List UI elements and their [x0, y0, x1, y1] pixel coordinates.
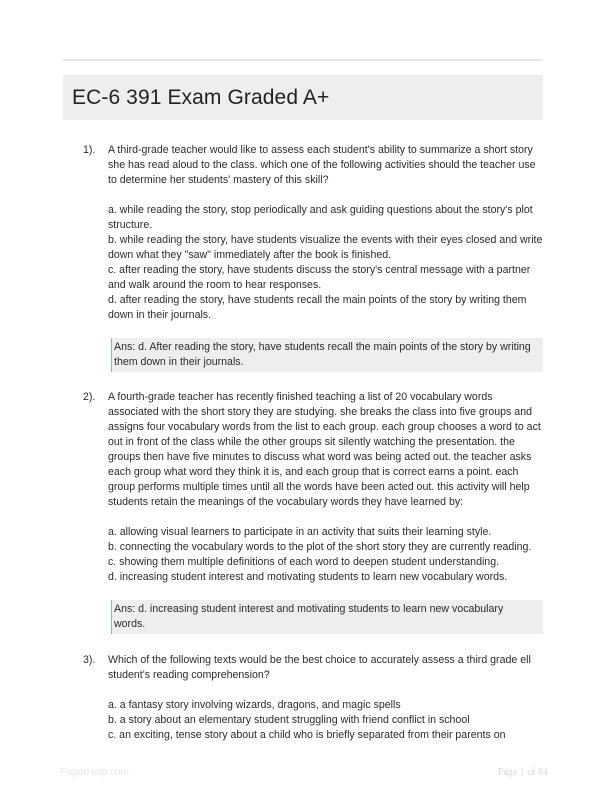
footer-site-watermark: PaperHelp.com: [60, 767, 129, 778]
option-list: [108, 698, 543, 743]
option-c: c. after reading the story, have students discuss the story's central message with a partner and walk around the room to hear responses.: [108, 264, 531, 291]
question-text: Which of the following texts would be the best choice to accurately assess a third grade ell student's reading comprehension?: [108, 654, 531, 681]
question-3: [83, 653, 543, 743]
question-number: 2).: [83, 391, 96, 403]
page-indicator: Page 1 of 84: [497, 767, 548, 778]
question-number: 3).: [83, 654, 96, 666]
page-title: EC-6 391 Exam Graded A+: [72, 85, 330, 109]
question-1: [83, 143, 543, 372]
question-text: A fourth-grade teacher has recently finished teaching a list of 20 vocabulary words associated with the short story they are studying. she breaks the class into five groups and assigns four vocabulary words from the list to each group. each group chooses a word to act out in front of the class while the other groups sit silently watching the presentation. the groups then have five minutes to discuss what word was being acted out. the teacher asks each group what word they think it is, and each group that is correct earns a point. each group performs multiple times until all the words have been acted out. this activity will help students retain the meanings of the vocabulary words they have learned by:: [108, 391, 541, 508]
option-a: a. a fantasy story involving wizards, dragons, and magic spells: [108, 699, 401, 711]
option-a: a. allowing visual learners to participate in an activity that suits their learning style.: [108, 526, 492, 538]
title-banner: [63, 75, 543, 120]
answer-box: [111, 338, 543, 372]
question-text: A third-grade teacher would like to assess each student's ability to summarize a short story she has read aloud to the class. which one of the following activities should the teacher use to determine her students' mastery of this skill?: [108, 144, 536, 186]
option-b: b. a story about an elementary student struggling with friend conflict in school: [108, 714, 470, 726]
answer-text: Ans: d. increasing student interest and motivating students to learn new vocabulary words.: [114, 603, 504, 630]
option-c: c. an exciting, tense story about a child who is briefly separated from their parents on: [108, 729, 506, 741]
option-b: b. while reading the story, have students visualize the events with their eyes closed and write down what they "saw" immediately after the book is finished.: [108, 234, 543, 261]
question-number: 1).: [83, 144, 96, 156]
option-list: [108, 525, 543, 585]
option-d: d. after reading the story, have students recall the main points of the story by writing them down in their journals.: [108, 294, 527, 321]
option-a: a. while reading the story, stop periodically and ask guiding questions about the story's plot structure.: [108, 204, 533, 231]
answer-text: Ans: d. After reading the story, have students recall the main points of the story by writing them down in their journals.: [114, 341, 531, 368]
option-list: [108, 203, 543, 323]
question-2: [83, 390, 543, 634]
option-c: c. showing them multiple definitions of each word to deepen student understanding.: [108, 556, 500, 568]
answer-box: [111, 600, 543, 634]
option-b: b. connecting the vocabulary words to the plot of the short story they are currently reading.: [108, 541, 532, 553]
top-divider: [63, 59, 543, 61]
option-d: d. increasing student interest and motivating students to learn new vocabulary words.: [108, 571, 508, 583]
